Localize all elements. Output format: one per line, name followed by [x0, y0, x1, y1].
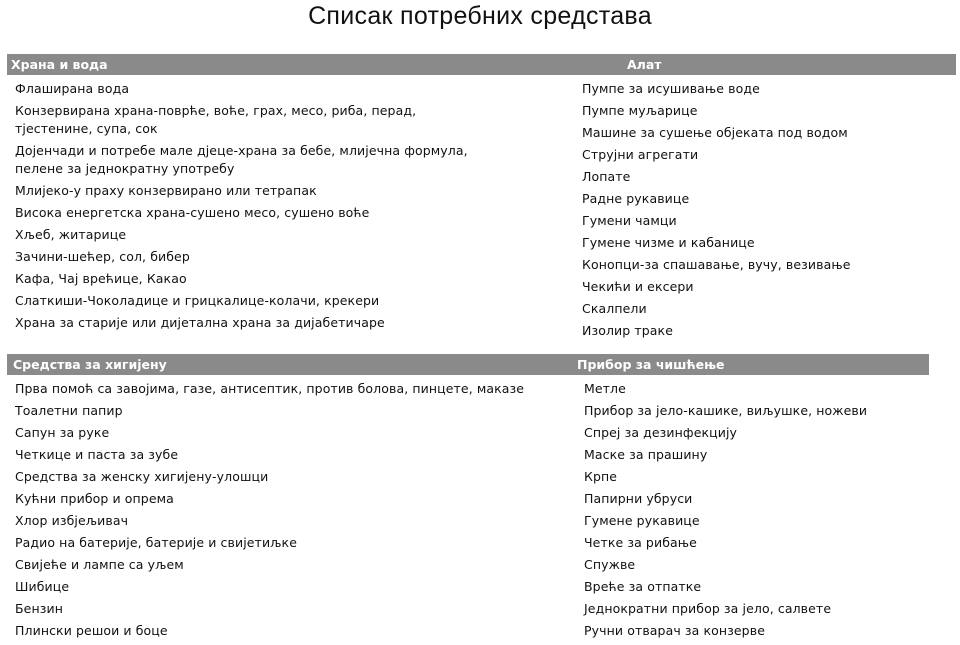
hygiene-item: Хлор избјељивач [15, 513, 129, 528]
section-header-bar-hygiene-cleaning [7, 354, 929, 375]
cleaning-item: Спреј за дезинфекцију [584, 425, 738, 440]
cleaning-item: Гумене рукавице [584, 513, 700, 528]
tool-item: Пумпе муљарице [582, 103, 698, 118]
cleaning-item: Крпе [584, 469, 618, 484]
cleaning-item: Маске за прашину [584, 447, 708, 462]
food-item: Кафа, Чај врећице, Какао [15, 271, 187, 286]
cleaning-item: Спужве [584, 557, 636, 572]
hygiene-item: Плински решои и боце [15, 623, 168, 638]
food-item [15, 102, 468, 142]
food-item-line: тјестенине, супа, сок [15, 121, 158, 136]
hygiene-item: Сапун за руке [15, 425, 110, 440]
food-item: Флаширана вода [15, 81, 130, 96]
cleaning-item: Метле [584, 381, 626, 396]
hygiene-item: Шибице [15, 579, 70, 594]
hygiene-header: Средства за хигијену [13, 357, 167, 372]
cleaning-item: Вреће за отпатке [584, 579, 702, 594]
food-item-line: Конзервирана храна-поврће, воће, грах, месо, риба, перад, [15, 103, 417, 118]
tool-item: Чекићи и ексери [582, 279, 694, 294]
page-title: Списак потребних средстава [308, 2, 652, 30]
cleaning-item: Папирни убруси [584, 491, 693, 506]
cleaning-item: Једнократни прибор за јело, салвете [584, 601, 832, 616]
tool-item: Машине за сушење објеката под водом [582, 125, 848, 140]
food-item: Висока енергетска храна-сушено месо, сушено воће [15, 205, 370, 220]
cleaning-item: Прибор за јело-кашике, виљушке, ножеви [584, 403, 868, 418]
food-water-list [15, 80, 468, 336]
tool-item: Радне рукавице [582, 191, 690, 206]
hygiene-item: Кућни прибор и опрема [15, 491, 174, 506]
hygiene-list [15, 380, 524, 644]
cleaning-item: Четке за рибање [584, 535, 697, 550]
food-item-line: пелене за једнократну употребу [15, 161, 235, 176]
food-item [15, 142, 468, 182]
tool-item: Гумени чамци [582, 213, 677, 228]
food-item: Хљеб, житарице [15, 227, 127, 242]
food-water-header: Храна и вода [11, 57, 108, 72]
tool-item: Пумпе за исушивање воде [582, 81, 760, 96]
tool-item: Струјни агрегати [582, 147, 699, 162]
cleaning-header: Прибор за чишћење [577, 357, 725, 372]
hygiene-item: Бензин [15, 601, 63, 616]
hygiene-item: Средства за женску хигијену-улошци [15, 469, 269, 484]
hygiene-item: Радио на батерије, батерије и свијетиљке [15, 535, 297, 550]
tool-item: Скалпели [582, 301, 647, 316]
hygiene-item: Прва помоћ са завојима, газе, антисептик, против болова, пинцете, маказе [15, 381, 525, 396]
tool-item: Лопате [582, 169, 631, 184]
tool-item: Конопци-за спашавање, вучу, везивање [582, 257, 851, 272]
food-item-line: Дојенчади и потребе мале дјеце-храна за бебе, млијечна формула, [15, 143, 468, 158]
hygiene-item: Свијеће и лампе са уљем [15, 557, 184, 572]
cleaning-list [584, 380, 867, 644]
food-item: Слаткиши-Чоколадице и грицкалице-колачи, крекери [15, 293, 380, 308]
tool-item: Изолир траке [582, 323, 673, 338]
food-item: Храна за старије или дијетална храна за дијабетичаре [15, 315, 385, 330]
tools-list [582, 80, 851, 344]
tool-item: Гумене чизме и кабанице [582, 235, 755, 250]
food-item: Зачини-шећер, сол, бибер [15, 249, 190, 264]
hygiene-item: Четкице и паста за зубе [15, 447, 179, 462]
hygiene-item: Тоалетни папир [15, 403, 123, 418]
tools-header: Алат [627, 57, 662, 72]
section-header-bar-food-tools [7, 54, 956, 75]
cleaning-item: Ручни отварач за конзерве [584, 623, 765, 638]
food-item: Млијеко-у праху конзервирано или тетрапак [15, 183, 317, 198]
